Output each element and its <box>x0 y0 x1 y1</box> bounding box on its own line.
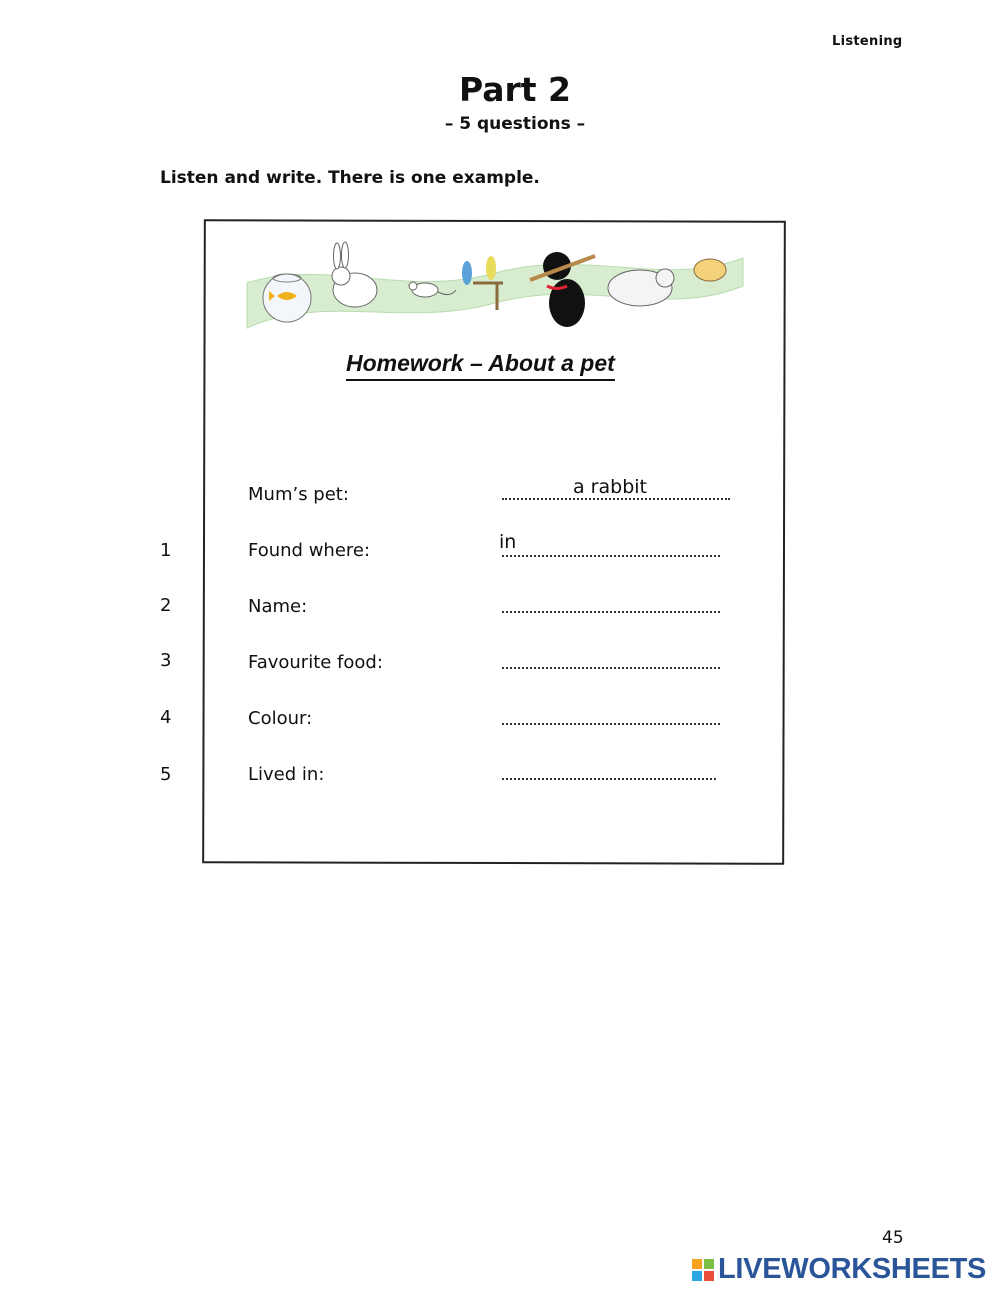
hamster-icon <box>694 259 726 281</box>
example-answer-line <box>502 498 730 500</box>
section-label: Listening <box>832 34 903 49</box>
question-number-2: 2 <box>160 595 172 616</box>
question-number-5: 5 <box>160 764 172 785</box>
answer-prefix-1: in <box>499 531 517 553</box>
example-answer: a rabbit <box>573 476 647 498</box>
cat-icon <box>608 269 674 306</box>
rabbit-icon <box>332 242 377 307</box>
question-number-4: 4 <box>160 707 172 728</box>
answer-field-2[interactable] <box>502 611 720 613</box>
instruction-text: Listen and write. There is one example. <box>160 168 540 188</box>
pets-banner-illustration <box>245 238 745 338</box>
question-label-5: Lived in: <box>248 764 325 785</box>
question-label-1: Found where: <box>248 540 371 561</box>
fishbowl-icon <box>263 274 311 322</box>
liveworksheets-logo-icon <box>692 1259 714 1281</box>
answer-field-1[interactable] <box>502 555 720 557</box>
answer-field-3[interactable] <box>502 667 720 669</box>
answer-field-4[interactable] <box>502 723 720 725</box>
question-label-4: Colour: <box>248 708 313 729</box>
question-label-3: Favourite food: <box>248 652 383 673</box>
brand-wordmark: LIVEWORKSHEETS <box>718 1253 987 1285</box>
part-title: Part 2 <box>458 70 572 109</box>
question-number-1: 1 <box>160 540 172 561</box>
part-subtitle: – 5 questions – <box>444 114 586 134</box>
page-number: 45 <box>882 1228 904 1248</box>
question-label-2: Name: <box>248 596 308 617</box>
answer-field-5[interactable] <box>502 778 716 780</box>
homework-title: Homework – About a pet <box>346 350 615 381</box>
example-label: Mum’s pet: <box>248 484 349 505</box>
question-number-3: 3 <box>160 650 172 671</box>
